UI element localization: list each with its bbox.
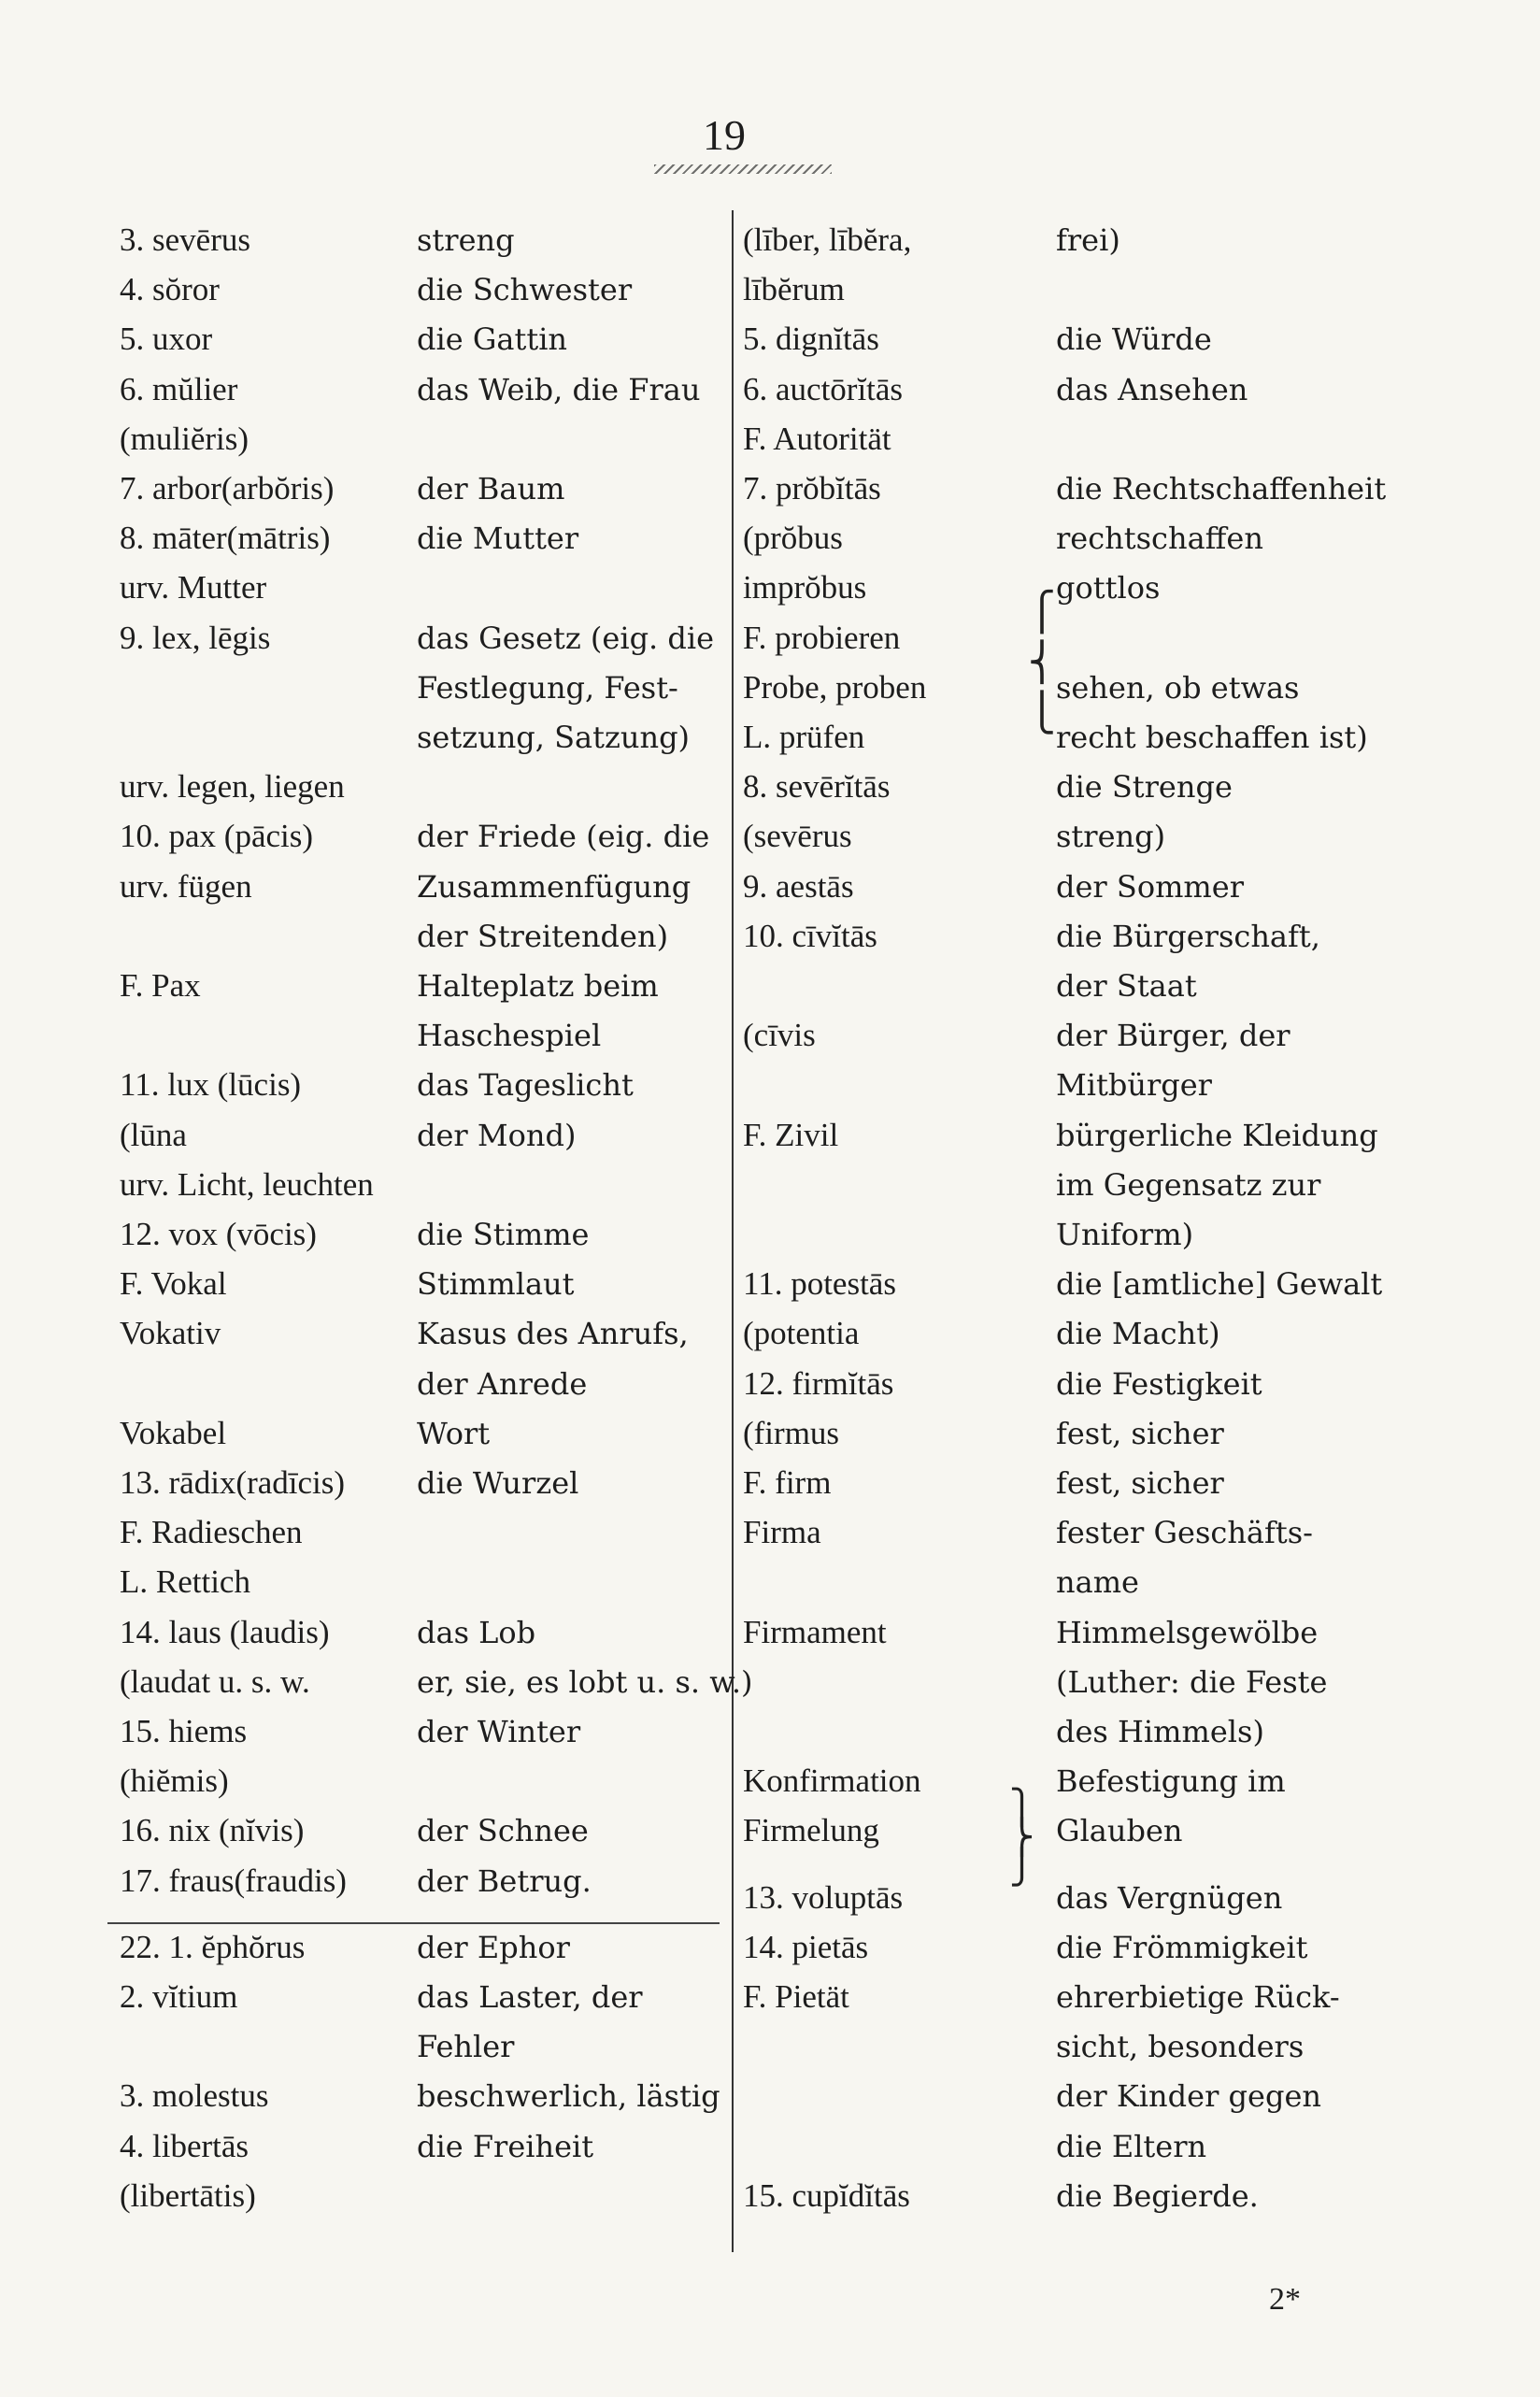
latin-term: 16. nix (nĭvis) xyxy=(120,1812,305,1849)
german-gloss: fest, sicher xyxy=(1056,1415,1224,1451)
german-gloss: Stimmlaut xyxy=(417,1266,575,1303)
german-gloss: das Vergnügen xyxy=(1056,1879,1283,1916)
latin-term: Konfirmation xyxy=(743,1762,921,1800)
german-gloss: die Würde xyxy=(1056,321,1212,358)
german-gloss: Glauben xyxy=(1056,1813,1183,1849)
latin-term: 5. uxor xyxy=(120,321,213,358)
latin-term: 14. laus (laudis) xyxy=(120,1613,330,1650)
latin-term: 13. voluptās xyxy=(743,1878,904,1916)
german-gloss: die Schwester xyxy=(417,272,633,308)
latin-term: Vokativ xyxy=(120,1315,221,1352)
german-gloss: der Sommer xyxy=(1056,868,1244,905)
latin-term: 15. hiems xyxy=(120,1713,248,1749)
german-gloss: der Ephor xyxy=(417,1929,570,1965)
latin-term: 4. sŏror xyxy=(120,271,220,308)
page-number: 19 xyxy=(703,111,746,159)
latin-term: 14. pietās xyxy=(743,1928,869,1965)
german-gloss: Himmelsgewölbe xyxy=(1056,1614,1319,1650)
latin-term: 9. lex, lēgis xyxy=(120,619,271,656)
latin-term: 15. cupĭdĭtās xyxy=(743,2176,910,2214)
latin-term: urv. fügen xyxy=(120,867,252,905)
latin-term: L. prüfen xyxy=(743,719,865,755)
latin-term: Firma xyxy=(743,1514,821,1551)
german-gloss: Fehler xyxy=(417,2029,515,2065)
latin-term: (potentia xyxy=(743,1315,860,1352)
german-gloss: das Gesetz (eig. die xyxy=(417,620,715,656)
german-gloss: Haschespiel xyxy=(417,1018,602,1054)
german-gloss: Wort xyxy=(417,1415,491,1451)
german-gloss: im Gegensatz zur xyxy=(1056,1166,1321,1203)
latin-term: 5. dignĭtās xyxy=(743,321,879,358)
german-gloss: die Gattin xyxy=(417,321,568,358)
german-gloss: der Streitenden) xyxy=(417,918,669,954)
german-gloss: Kasus des Anrufs, xyxy=(417,1316,689,1352)
german-gloss: die Stimme xyxy=(417,1217,590,1252)
german-gloss: der Schnee xyxy=(417,1813,589,1849)
german-gloss: die Bürgerschaft, xyxy=(1056,918,1320,954)
german-gloss: die Wurzel xyxy=(417,1465,579,1501)
german-gloss: beschwerlich, lästig xyxy=(417,2078,720,2115)
german-gloss: das Tageslicht xyxy=(417,1067,634,1104)
latin-term: 13. rādix(radīcis) xyxy=(120,1464,346,1501)
latin-term: 8. māter(mātris) xyxy=(120,520,331,557)
german-gloss: Mitbürger xyxy=(1056,1067,1212,1104)
german-gloss: Befestigung im xyxy=(1056,1763,1286,1800)
german-gloss: Festlegung, Fest- xyxy=(417,669,678,706)
german-gloss: die Mutter xyxy=(417,521,579,557)
latin-term: Firmelung xyxy=(743,1812,879,1849)
german-gloss: er, sie, es lobt u. s. w.) xyxy=(417,1663,753,1700)
german-gloss: die Freiheit xyxy=(417,2128,594,2164)
german-gloss: die Rechtschaffenheit xyxy=(1056,471,1387,507)
latin-term: 10. pax (pācis) xyxy=(120,818,314,855)
brace-konfirmation: ⎫ ⎬ ⎭ xyxy=(1009,1789,1034,1886)
latin-term: 9. aestās xyxy=(743,867,854,905)
german-gloss: recht beschaffen ist) xyxy=(1056,720,1368,755)
german-gloss: name xyxy=(1056,1564,1139,1601)
latin-term: (prŏbus xyxy=(743,520,843,557)
german-gloss: Zusammenfügung xyxy=(417,868,692,905)
german-gloss: das Ansehen xyxy=(1056,371,1248,407)
latin-term: (laudat u. s. w. xyxy=(120,1662,310,1700)
german-gloss: die Festigkeit xyxy=(1056,1365,1262,1402)
latin-term: (muliĕris) xyxy=(120,420,250,457)
german-gloss: (Luther: die Feste xyxy=(1056,1663,1328,1700)
latin-term: 10. cīvĭtās xyxy=(743,917,877,954)
german-gloss: das Lob xyxy=(417,1614,536,1650)
german-gloss: der Winter xyxy=(417,1714,581,1749)
latin-term: urv. Licht, leuchten xyxy=(120,1165,374,1203)
german-gloss: die [amtliche] Gewalt xyxy=(1056,1266,1383,1303)
latin-term: 6. mŭlier xyxy=(120,370,238,407)
latin-term: 4. libertās xyxy=(120,2127,250,2164)
german-gloss: fester Geschäfts- xyxy=(1056,1515,1313,1551)
latin-term: 22. 1. ĕphŏrus xyxy=(120,1928,306,1965)
latin-term: F. Radieschen xyxy=(120,1514,303,1551)
german-gloss: rechtschaffen xyxy=(1056,521,1263,557)
latin-term: (lūna xyxy=(120,1116,187,1153)
german-gloss: streng xyxy=(417,222,515,258)
latin-term: (līber, lībĕra, xyxy=(743,221,912,258)
latin-term: (hiĕmis) xyxy=(120,1762,229,1800)
latin-term: 3. molestus xyxy=(120,2077,269,2115)
german-gloss: die Begierde. xyxy=(1056,2177,1259,2214)
german-gloss: die Eltern xyxy=(1056,2128,1207,2164)
german-gloss: der Kinder gegen xyxy=(1056,2078,1321,2115)
folio-mark: 2* xyxy=(1269,2282,1301,2317)
latin-term: F. firm xyxy=(743,1464,832,1501)
german-gloss: der Betrug. xyxy=(417,1862,592,1899)
german-gloss: setzung, Satzung) xyxy=(417,720,691,755)
german-gloss: frei) xyxy=(1056,222,1120,258)
latin-term: 7. prŏbĭtās xyxy=(743,470,881,507)
german-gloss: die Frömmigkeit xyxy=(1056,1929,1308,1965)
latin-term: (libertātis) xyxy=(120,2176,256,2214)
german-gloss: bürgerliche Kleidung xyxy=(1056,1117,1378,1153)
german-gloss: der Staat xyxy=(1056,968,1197,1004)
latin-term: F. Pax xyxy=(120,967,201,1004)
latin-term: 2. vĭtium xyxy=(120,1978,238,2015)
german-gloss: streng) xyxy=(1056,819,1166,855)
german-gloss: der Anrede xyxy=(417,1365,588,1402)
latin-term: 11. potestās xyxy=(743,1265,896,1303)
german-gloss: sicht, besonders xyxy=(1056,2029,1305,2065)
latin-term: F. Zivil xyxy=(743,1116,839,1153)
latin-term: F. Vokal xyxy=(120,1265,227,1303)
latin-term: 12. firmĭtās xyxy=(743,1364,894,1402)
latin-term: 8. sevērĭtās xyxy=(743,768,891,806)
latin-term: 7. arbor(arbŏris) xyxy=(120,470,335,507)
latin-term: (sevērus xyxy=(743,818,852,855)
latin-term: F. probieren xyxy=(743,619,901,656)
german-gloss: ehrerbietige Rück- xyxy=(1056,1979,1340,2015)
latin-term: 6. auctōrĭtās xyxy=(743,370,904,407)
german-gloss: die Strenge xyxy=(1056,769,1233,806)
german-gloss: Halteplatz beim xyxy=(417,968,659,1004)
latin-term: F. Autorität xyxy=(743,420,891,457)
german-gloss: das Laster, der xyxy=(417,1979,643,2015)
german-gloss: die Macht) xyxy=(1056,1316,1220,1352)
german-gloss: das Weib, die Frau xyxy=(417,371,701,407)
latin-term: 11. lux (lūcis) xyxy=(120,1066,302,1104)
german-gloss: sehen, ob etwas xyxy=(1056,669,1300,706)
latin-term: L. Rettich xyxy=(120,1563,250,1601)
column-divider xyxy=(732,210,734,2252)
ornament-rule xyxy=(654,164,832,174)
german-gloss: der Baum xyxy=(417,471,565,507)
latin-term: 3. sevērus xyxy=(120,221,250,258)
german-gloss: fest, sicher xyxy=(1056,1465,1224,1501)
german-gloss: der Mond) xyxy=(417,1117,577,1153)
latin-term: imprŏbus xyxy=(743,569,867,606)
german-gloss: des Himmels) xyxy=(1056,1714,1264,1749)
latin-term: lībĕrum xyxy=(743,271,845,308)
latin-term: F. Pietät xyxy=(743,1978,849,2015)
latin-term: 17. fraus(fraudis) xyxy=(120,1862,347,1899)
latin-term: urv. Mutter xyxy=(120,569,267,606)
latin-term: Firmament xyxy=(743,1613,887,1650)
latin-term: (cīvis xyxy=(743,1017,816,1054)
latin-term: 12. vox (vōcis) xyxy=(120,1216,317,1252)
german-gloss: der Friede (eig. die xyxy=(417,819,710,855)
german-gloss: Uniform) xyxy=(1056,1217,1194,1252)
latin-term: urv. legen, liegen xyxy=(120,768,345,806)
latin-term: Vokabel xyxy=(120,1414,227,1451)
german-gloss: der Bürger, der xyxy=(1056,1018,1290,1054)
latin-term: Probe, proben xyxy=(743,668,927,706)
brace-probieren: ⎧ ⎨ ⎩ xyxy=(1028,591,1056,734)
german-gloss: gottlos xyxy=(1056,570,1161,606)
latin-term: (firmus xyxy=(743,1414,840,1451)
